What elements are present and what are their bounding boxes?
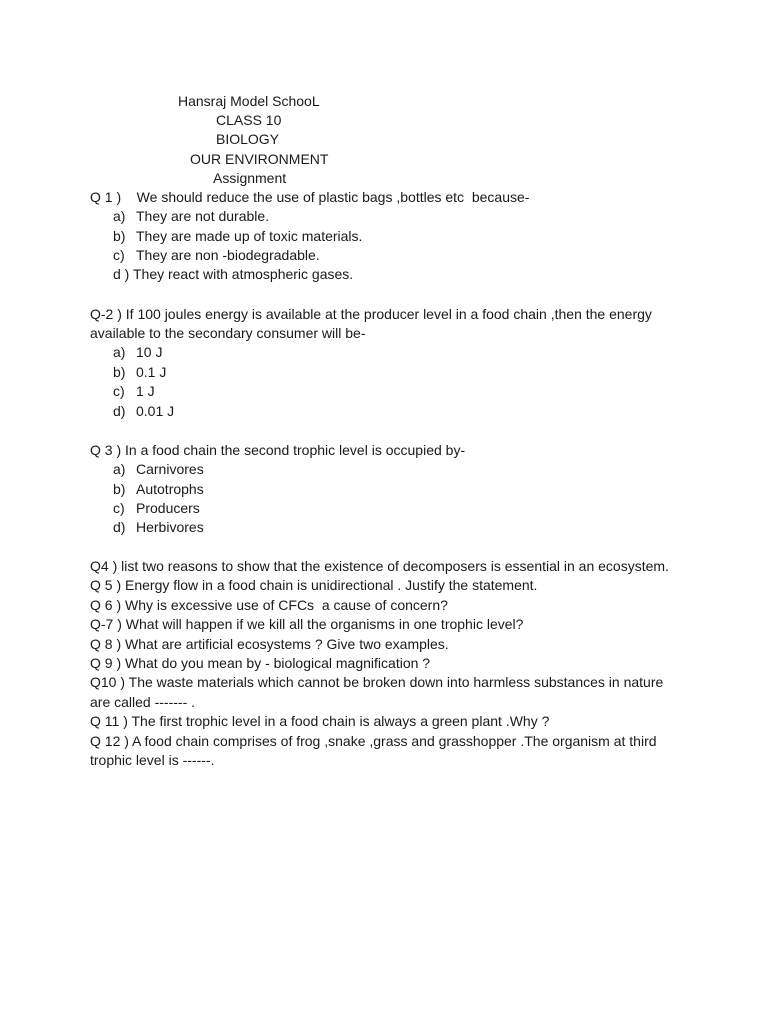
question-5: Q 5 ) Energy flow in a food chain is unidirectional . Justify the statement. <box>90 577 538 593</box>
question-11: Q 11 ) The first trophic level in a food chain is always a green plant .Why ? <box>90 713 550 729</box>
q3-option-c: Producers <box>136 500 200 516</box>
q2-option-d-letter: d) <box>113 403 126 419</box>
q2-option-a: 10 J <box>136 344 163 360</box>
q1-option-a: They are not durable. <box>136 208 270 224</box>
question-10-line-1: Q10 ) The waste materials which cannot be broken down into harmless substances in nature <box>90 674 664 690</box>
class-label: CLASS 10 <box>216 112 282 128</box>
chapter-title: OUR ENVIRONMENT <box>190 151 329 167</box>
question-10-line-2: are called ------- . <box>90 694 196 710</box>
q3-option-d: Herbivores <box>136 519 204 535</box>
school-name: Hansraj Model SchooL <box>178 93 320 109</box>
q1-option-a-letter: a) <box>113 208 126 224</box>
assignment-label: Assignment <box>213 170 287 186</box>
q2-option-b-letter: b) <box>113 364 126 380</box>
q3-option-c-letter: c) <box>113 500 125 516</box>
q1-option-d: d ) They react with atmospheric gases. <box>113 266 354 282</box>
q2-option-a-letter: a) <box>113 344 126 360</box>
q3-option-a-letter: a) <box>113 461 126 477</box>
question-4: Q4 ) list two reasons to show that the existence of decomposers is essential in an ecosystem. <box>90 558 669 574</box>
question-6: Q 6 ) Why is excessive use of CFCs a cause of concern? <box>90 597 448 613</box>
question-3: Q 3 ) In a food chain the second trophic level is occupied by- <box>90 442 466 458</box>
q2-option-b: 0.1 J <box>136 364 167 380</box>
q3-option-d-letter: d) <box>113 519 126 535</box>
question-1: Q 1 ) We should reduce the use of plastic bags ,bottles etc because- <box>90 189 530 205</box>
q3-option-b: Autotrophs <box>136 481 204 497</box>
q1-option-c: They are non -biodegradable. <box>136 247 320 263</box>
question-9: Q 9 ) What do you mean by - biological magnification ? <box>90 655 431 671</box>
question-2-line-2: available to the secondary consumer will be- <box>90 325 366 341</box>
question-8: Q 8 ) What are artificial ecosystems ? Give two examples. <box>90 636 449 652</box>
subject-label: BIOLOGY <box>216 131 280 147</box>
q1-option-b-letter: b) <box>113 228 126 244</box>
question-7: Q-7 ) What will happen if we kill all the organisms in one trophic level? <box>90 616 524 632</box>
question-12-line-1: Q 12 ) A food chain comprises of frog ,snake ,grass and grasshopper .The organism at third <box>90 733 657 749</box>
question-2-line-1: Q-2 ) If 100 joules energy is available at the producer level in a food chain ,then the energy <box>90 306 652 322</box>
q3-option-a: Carnivores <box>136 461 204 477</box>
q1-option-b: They are made up of toxic materials. <box>136 228 363 244</box>
q2-option-d: 0.01 J <box>136 403 175 419</box>
q2-option-c-letter: c) <box>113 383 125 399</box>
question-12-line-2: trophic level is ------. <box>90 752 215 768</box>
q3-option-b-letter: b) <box>113 481 126 497</box>
q1-option-c-letter: c) <box>113 247 125 263</box>
q2-option-c: 1 J <box>136 383 155 399</box>
